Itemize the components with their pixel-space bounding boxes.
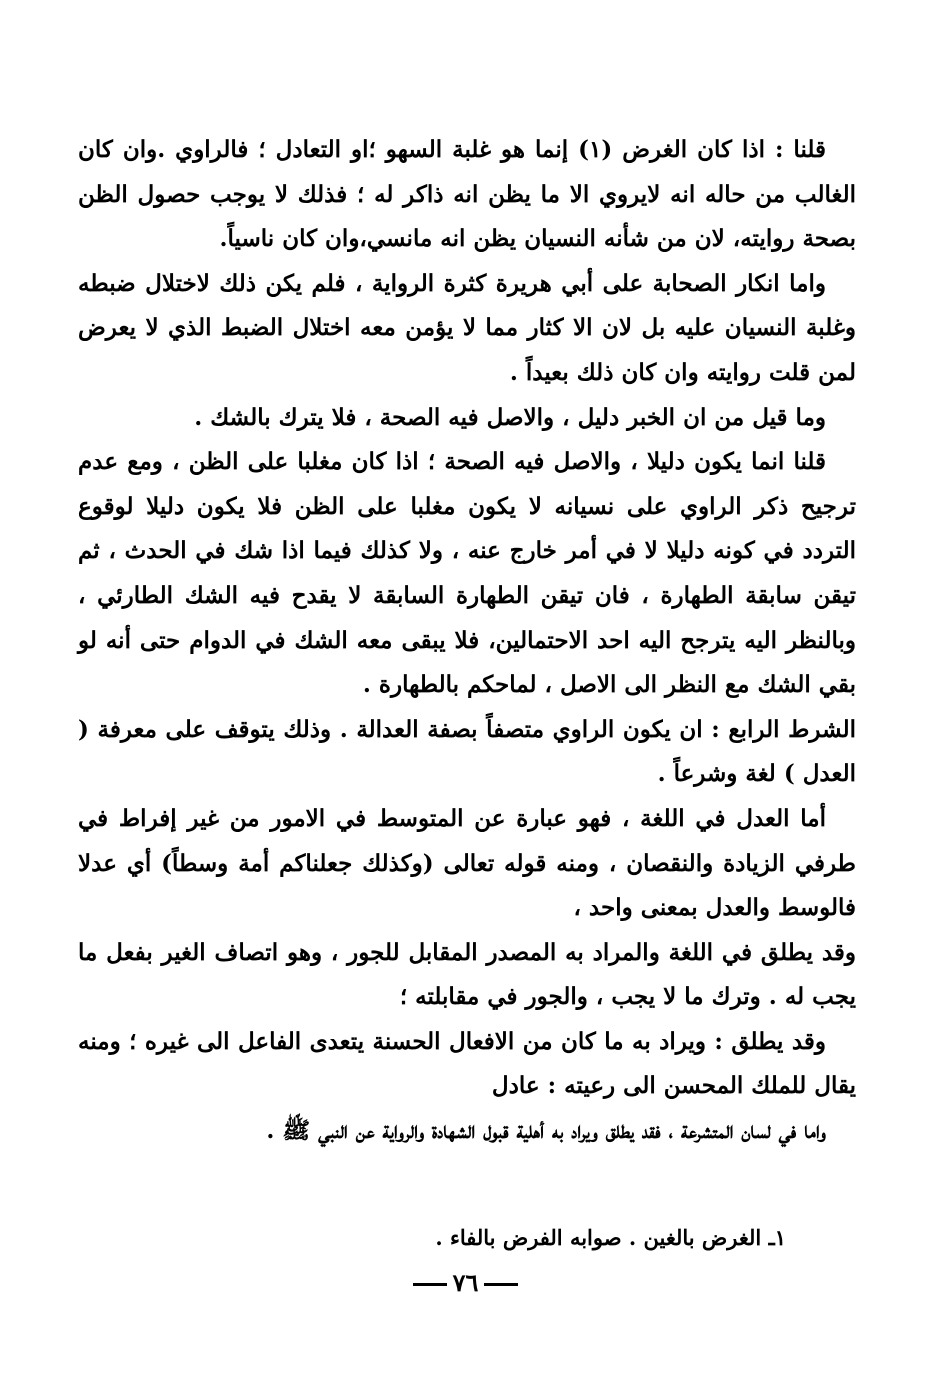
main-text-block xyxy=(78,128,856,1154)
paragraph-adl-good-deeds: وقد يطلق : ويراد به ما كان من الافعال الحسنة يتعدى الفاعل الى غيره ؛ ومنه يقال للملك المحسن الى رعيته : عادل xyxy=(78,1027,856,1100)
page-number-right-dash xyxy=(484,1283,518,1286)
paragraph-adl-sharia: واما في لسان المتشرعة ، فقد يطلق ويراد به أهلية قبول الشهادة والرواية عن النبي ﷺ . xyxy=(266,1117,826,1145)
paragraph-khabar-evidence: وما قيل من ان الخبر دليل ، والاصل فيه الصحة ، فلا يترك بالشك . xyxy=(194,403,826,431)
paragraph-reply-on-ghard: قلنا : اذا كان الغرض (١) إنما هو غلبة السهو ؛او التعادل ؛ فالراوي .وان كان الغالب من حاله انه لايروي الا ما يظن انه ذاكر له ؛ فذلك لا يوجب حصول الظن بصحة روايته، لان من شأنه النسيان يظن انه مانسي،وان كان ناسياً. xyxy=(78,136,856,253)
paragraph-reply-on-evidence: قلنا انما يكون دليلا ، والاصل فيه الصحة ؛ اذا كان مغلبا على الظن ، ومع عدم ترجيح ذكر الراوي على نسيانه لا يكون مغلبا على الظن فلا يكون دليلا لوقوع التردد في كونه دليلا لا في أمر خارج عنه ، ولا كذلك فيما اذا شك في الحدث ، ثم تيقن سابقة الطهارة ، فان تيقن الطهارة السابقة لا يقدح فيه الشك الطارئي ، وبالنظر اليه يترجح اليه احد الاحتمالين، فلا يبقى معه الشك في الدوام حتى أنه لو بقي الشك مع النظر الى الاصل ، لماحكم بالطهارة . xyxy=(78,448,857,699)
paragraph-fourth-condition: الشرط الرابع : ان يكون الراوي متصفاً بصفة العدالة . وذلك يتوقف على معرفة ( العدل ) لغة وشرعاً . xyxy=(78,715,856,788)
page-number: ٧٦ xyxy=(452,1268,479,1297)
page-number-left-dash xyxy=(413,1283,447,1286)
paragraph-adl-opposite-jawr: وقد يطلق في اللغة والمراد به المصدر المقابل للجور ، وهو اتصاف الغير بفعل ما يجب له . وترك ما لا يجب ، والجور في مقابلته ؛ xyxy=(78,938,856,1011)
page-number-line xyxy=(0,1266,931,1300)
footnote: ١ـ الغرض بالغين . صوابه الفرض بالفاء . xyxy=(435,1225,786,1250)
paragraph-companions-abu-hurayra: واما انكار الصحابة على أبي هريرة كثرة الرواية ، فلم يكن ذلك لاختلال ضبطه وغلبة النسيان عليه بل لان الا كثار مما لا يؤمن معه اختلال الضبط الذي لا يعرض لمن قلت روايته وان كان ذلك بعيداً . xyxy=(78,269,856,386)
paragraph-adl-in-language: أما العدل في اللغة ، فهو عبارة عن المتوسط في الامور من غير إفراط في طرفي الزيادة والنقصان ، ومنه قوله تعالى (وكذلك جعلناكم أمة وسطاً) أي عدلا فالوسط والعدل بمعنى واحد ، xyxy=(78,804,856,922)
